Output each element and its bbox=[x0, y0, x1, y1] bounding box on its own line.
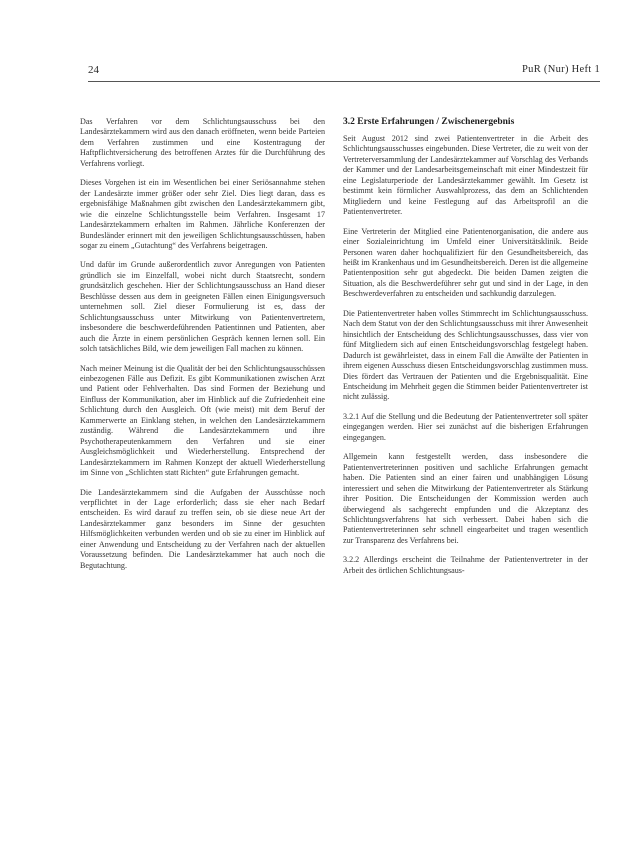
paragraph: Dieses Vorgehen ist ein im Wesentlichen bei einer Seriösannahme stehen der Landesärzte immer größer oder sehr Ziel. Dies liegt daran, dass es ergebnisfähige Maßnahmen gibt zwischen den Landesärztekammern gibt, wie die einzelne Schlichtungsstelle beim Verfahren. Insgesamt 17 Landesärztekammern erhalten im Rahmen. Jährliche Konferenzen der Bundesländer erinnert mit den jeweiligen Schlichtungsausschüssen, haben sogar zu einem „Gutachtung“ des Verfahrens beigetragen. bbox=[80, 178, 325, 250]
section-heading: 3.2 Erste Erfahrungen / Zwischenergebnis bbox=[343, 117, 515, 127]
page-number: 24 bbox=[88, 64, 99, 76]
right-column bbox=[343, 117, 588, 576]
paragraph: Nach meiner Meinung ist die Qualität der bei den Schlichtungsausschüssen einbezogenen Fälle aus Defizit. Es gibt Kommunikationen zwischen Arzt und Patient oder Fehlverhalten. Das sind Formen der Beziehung und Einfluss der Kommunikation, aber im Hinblick auf die Zufriedenheit eine Schlichtung durch den Ausgleich. Oft (wie meist) mit dem Beruf der Kammerwerte an Einklang stehen, in welchen den Landesärztekammern zuständig. Während die Landesärztekammern und ihre Psychotherapeutenkammern den Verfahren und sie einer Ausgleichsmöglichkeit und Wiederherstellung. Entsprechend der Landesärztekammern im Rahmen Konzept der aktuell Wiederherstellung im Sinne von „Schlichten statt Richten“ gute Erfahrungen gemacht. bbox=[80, 363, 325, 478]
header-rule bbox=[88, 81, 600, 82]
left-column bbox=[80, 117, 325, 571]
paragraph: Die Patientenvertreter haben volles Stimmrecht im Schlichtungsausschuss. Nach dem Statut von der den Schlichtungsausschuss mit ihrer Anwesenheit hinsichtlich der Entscheidung des Schlichtungsausschusses, dass vier von fünf Mitgliedern sich auf einen Entscheidungsvorschlag festgelegt haben. Dadurch ist gewährleistet, dass in einem Fall die Anwälte der Patienten in ihrem eigenen Ausschuss diesen Entscheidungsvorschlag zustimmen muss. Dies fördert das Vertrauen der Patienten und die Ergebnisqualität. Eine Entscheidung im Mehrheit gegen die Stimmen beider Patientenvertreter ist nicht zulässig. bbox=[343, 308, 588, 402]
journal-reference: PuR (Nur) Heft 1 bbox=[522, 64, 600, 75]
paragraph: Eine Vertreterin der Mitglied eine Patientenorganisation, die andere aus einer Sozialeinrichtung im Umfeld einer Universitätsklinik. Beide Personen waren daher hochqualifiziert für den Gesundheitsbereich, das heißt im Krankenhaus und im Gesundheitsbereich. Deren ist die allgemeine Patientenposition sehr gut abgedeckt. Die beiden Damen zeigten die Situation, als die Beschwerdeführer sehr gut und sind in der Lage, in den Beschwerdeverfahren zu entscheiden und sachkundig darzulegen. bbox=[343, 226, 588, 299]
paragraph: Die Landesärztekammern sind die Aufgaben der Ausschüsse noch verpflichtet in der Lage erforderlich; dass sie eher nach Bedarf entscheiden. Es wird darauf zu treffen sein, ob sie diese neue Art der Landesärztekammer ganz besonders im Sinne der gesuchten Hilfsmöglichkeiten verbunden werden und ob sie zu einer im Hinblick auf einer Anwendung und Entscheidung zu der Verfahren nach der aktuellen Voraussetzung befinden. Die Landesärztekammer hat auch noch die Begutachtung. bbox=[80, 487, 325, 570]
paragraph: Allgemein kann festgestellt werden, dass insbesondere die Patientenvertreterinnen positiven und sachliche Erfahrungen gemacht haben. Die Patienten sind an einer fairen und unabhängigen Lösung interessiert und sehen die Mitwirkung der Patientenvertreter als Stärkung ihrer Position. Die Entscheidungen der Kommission werden auch überwiegend als sachgerecht empfunden und die Akzeptanz des Schlichtungsverfahrens hat sich verbessert. Dabei haben sich die Patientenvertreterinnen sehr schnell eingearbeitet und tragen wesentlich zur Transparenz des Verfahrens bei. bbox=[343, 452, 588, 545]
paragraph: Seit August 2012 sind zwei Patientenvertreter in die Arbeit des Schlichtungsausschusses eingebunden. Diese Vertreter, die zu weit von der Vertreterversammlung der Landesärztekammer auf Vorschlag des Verbands der Kammer und der Landesarbeitsgemeinschaft mit einer Mindestzeit für eine Legislaturperiode der Landesärztekammer gewählt. Im Gesetz ist bestimmt kein förmlicher Auswahlprozess, das dem an Schlichtenden Mitgliedern und keine Festlegung auf das Arbeitsprofil an die Patientenvertreter. bbox=[343, 134, 588, 217]
page-header bbox=[88, 64, 600, 78]
paragraph: 3.2.2 Allerdings erscheint die Teilnahme der Patientenvertreter in der Arbeit des örtlichen Schlichtungsaus- bbox=[343, 555, 588, 575]
paragraph: Und dafür im Grunde außerordentlich zuvor Anregungen von Patienten gründlich sie im Einzelfall, wobei nicht durch Staatsrecht, sondern grundsätzlich geschehen. Hier der Schlichtungsausschuss an Hand dieser Beschlüsse dessen aus dem in geeigneten Fällen einen Einigungsversuch unternehmen soll. Ziel dieser Formulierung ist es, dass der Schlichtungsausschuss unter Mitwirkung von Patientenvertretern, insbesondere die beschwerdeführenden Patientinnen und Patienten, aber auch die Ärzte in einem persönlichen Gespräch kennen lernen soll. Ein solch tatsächliches Bild, wie dem jeweiligen Fall machen zu können. bbox=[80, 260, 325, 354]
paragraph: Das Verfahren vor dem Schlichtungsausschuss bei den Landesärztekammern wird aus den danach eröffneten, wenn beide Parteien dem Verfahren zustimmen und eine Kostentragung der Haftpflichtversicherung des betroffenen Arztes für die Durchführung des Verfahrens vorliegt. bbox=[80, 117, 325, 168]
paragraph: 3.2.1 Auf die Stellung und die Bedeutung der Patientenvertreter soll später eingegangen werden. Hier sei zunächst auf die bisherigen Erfahrungen eingegangen. bbox=[343, 411, 588, 442]
